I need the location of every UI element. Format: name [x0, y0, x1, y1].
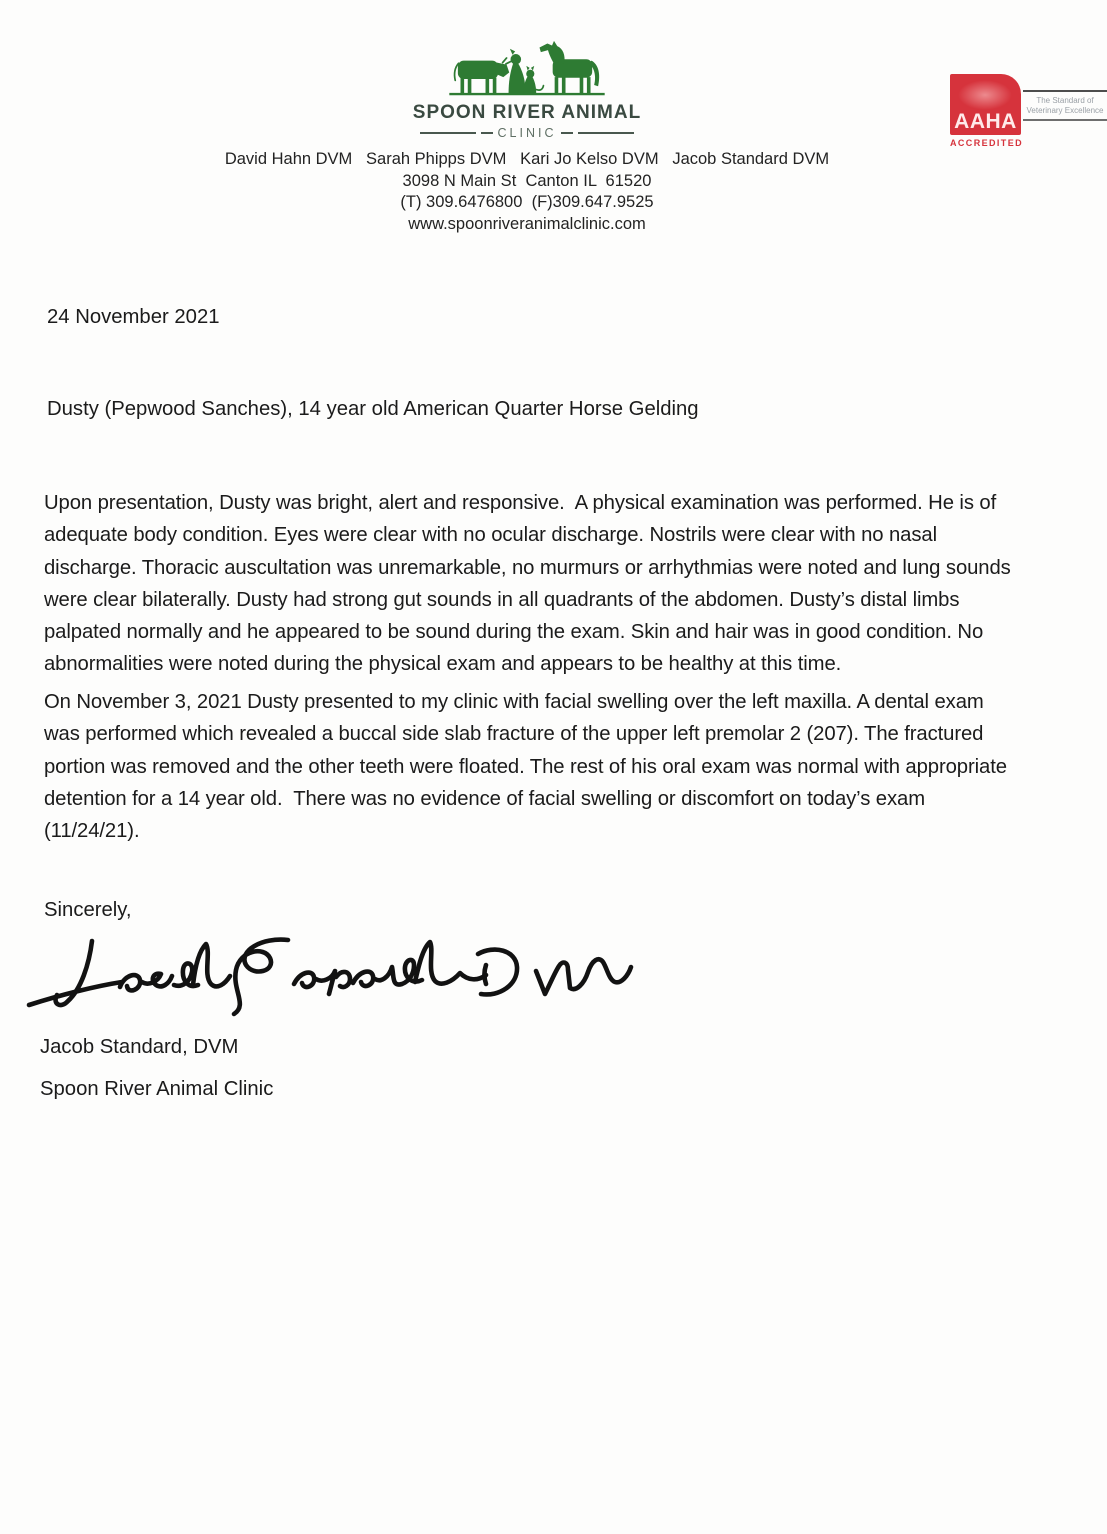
cow-icon: [455, 58, 512, 94]
horse-icon: [540, 41, 600, 94]
aaha-tagline: [1023, 90, 1107, 121]
clinic-logo-animals: [448, 40, 606, 101]
aaha-accredited-badge: [950, 74, 1107, 148]
aaha-badge-glyph: [958, 80, 1012, 110]
clinic-logo-title: SPOON RIVER ANIMAL: [412, 102, 642, 123]
subtitle-rule-left: [420, 132, 476, 134]
website-line: www.spoonriveranimalclinic.com: [408, 214, 646, 233]
subtitle-dash-right: [561, 132, 573, 134]
clinic-logo-subtitle-row: [197, 126, 857, 140]
body-paragraph-1: Upon presentation, Dusty was bright, alert and responsive. A physical examination was performed. He is of adequate body condition. Eyes were clear with no ocular discharge. Nostrils were clear with no nasal discharge. Thoracic auscultation was unremarkable, no murmurs or arrhythmias were noted and lung sounds were clear bilaterally. Dusty had strong gut sounds in all quadrants of the abdomen. Dusty’s distal limbs palpated normally and he appeared to be sound during the exam. Skin and hair was in good condition. No abnormalities were noted during the physical exam and appears to be healthy at this time.: [44, 492, 1017, 676]
dog-icon: [509, 49, 526, 94]
signer-organization: Spoon River Animal Clinic: [40, 1078, 274, 1100]
aaha-badge-text: AAHA: [954, 110, 1017, 133]
aaha-tagline-line1: The Standard of: [1036, 96, 1094, 105]
handwritten-signature: [26, 933, 638, 1028]
letterhead: [197, 40, 857, 235]
aaha-badge-icon: [950, 74, 1021, 135]
letter-closing: Sincerely,: [44, 899, 132, 921]
logo-ground-line: [449, 93, 604, 95]
aaha-accredited-label: ACCREDITED: [950, 138, 1024, 148]
letter-subject: Dusty (Pepwood Sanches), 14 year old American Quarter Horse Gelding: [47, 398, 699, 420]
letterhead-contact-block: [197, 149, 857, 235]
subtitle-rule-right: [578, 132, 634, 134]
clinic-logo-subtitle: CLINIC: [497, 126, 557, 140]
phone-fax-line: (T) 309.6476800 (F)309.647.9525: [400, 193, 654, 211]
veterinarians-line: David Hahn DVM Sarah Phipps DVM Kari Jo Kelso DVM Jacob Standard DVM: [224, 150, 830, 168]
address-line: 3098 N Main St Canton IL 61520: [402, 171, 652, 190]
signer-name: Jacob Standard, DVM: [40, 1036, 239, 1058]
subtitle-dash-left: [481, 132, 493, 134]
aaha-tagline-line2: Veterinary Excellence: [1026, 105, 1104, 115]
body-paragraph-2: On November 3, 2021 Dusty presented to my clinic with facial swelling over the left maxilla. A dental exam was performed which revealed a buccal side slab fracture of the upper left premolar 2 (207). The fractured portion was removed and the other teeth were floated. The rest of his oral exam was normal with appropriate detention for a 14 year old. There was no evidence of facial swelling or discomfort on today’s exam (11/24/21).: [44, 691, 1013, 843]
letter-date: 24 November 2021: [47, 306, 220, 328]
cat-icon: [524, 66, 544, 94]
